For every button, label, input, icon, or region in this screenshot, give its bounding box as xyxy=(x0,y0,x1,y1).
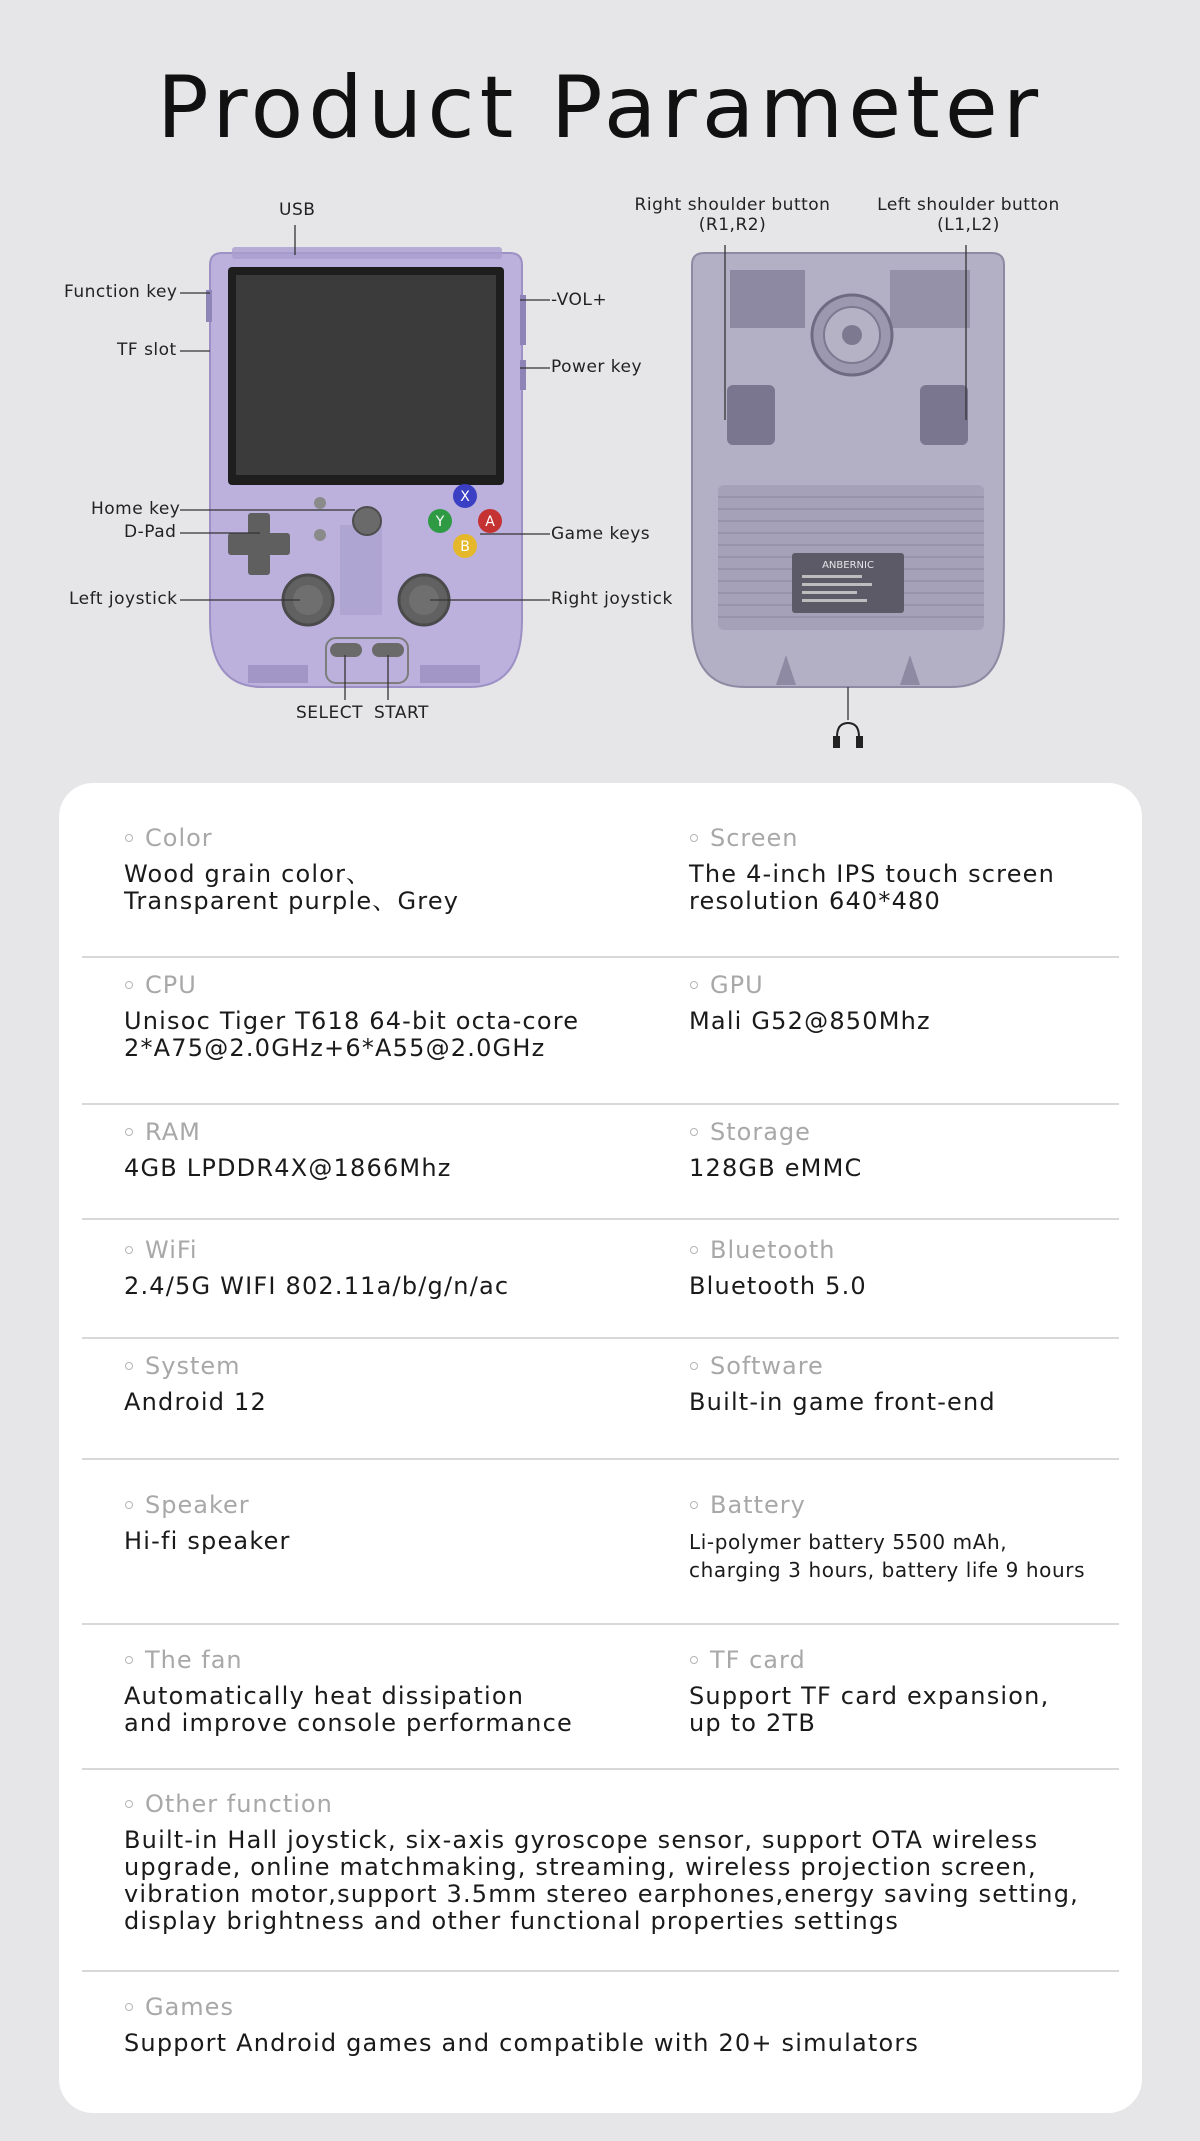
bullet-icon xyxy=(125,981,133,989)
spec-games xyxy=(124,1992,919,2057)
spec-label: Speaker xyxy=(145,1491,250,1519)
bullet-icon xyxy=(125,1501,133,1509)
spec-value: Bluetooth 5.0 xyxy=(689,1272,867,1300)
divider xyxy=(82,1623,1119,1625)
spec-value: Mali G52@850Mhz xyxy=(689,1007,931,1035)
spec-label: The fan xyxy=(145,1646,243,1674)
spec-value: Support Android games and compatible with 20+ simulators xyxy=(124,2029,920,2057)
spec-label: Games xyxy=(145,1993,234,2021)
spec-label: System xyxy=(145,1352,241,1380)
spec-wifi xyxy=(124,1235,509,1300)
bullet-icon xyxy=(690,1362,698,1370)
bullet-icon xyxy=(125,834,133,842)
spec-value: 4GB LPDDR4X@1866Mhz xyxy=(124,1154,452,1182)
usb-callout: USB xyxy=(279,200,316,220)
spec-value: 128GB eMMC xyxy=(689,1154,863,1182)
spec-value: 2.4/5G WIFI 802.11a/b/g/n/ac xyxy=(124,1272,510,1300)
spec-storage xyxy=(689,1117,862,1182)
spec-value: Automatically heat dissipation and improve console performance xyxy=(124,1682,573,1737)
spec-value: Wood grain color、 Transparent purple、Grey xyxy=(124,860,460,915)
spec-label: Software xyxy=(710,1352,824,1380)
right-joystick-callout: Right joystick xyxy=(551,589,673,609)
spec-gpu xyxy=(689,970,931,1035)
front-device xyxy=(180,225,550,700)
spec-bluetooth xyxy=(689,1235,867,1300)
divider xyxy=(82,1103,1119,1105)
select-callout: SELECT xyxy=(296,703,363,723)
button-b-label: B xyxy=(460,539,470,555)
home-key xyxy=(353,507,381,535)
spec-value: Built-in Hall joystick, six-axis gyroscope sensor, support OTA wireless upgrade, online matchmaking, streaming, wireless projection screen, vibration motor,support 3.5mm stereo earphones,energy saving setting, display brightness and other functional properties settings xyxy=(124,1826,1079,1935)
spec-software xyxy=(689,1351,996,1416)
spec-label: Storage xyxy=(710,1118,811,1146)
brand-label: ANBERNIC xyxy=(822,560,874,571)
tf-slot-callout: TF slot xyxy=(117,340,177,360)
spec-system xyxy=(124,1351,267,1416)
spec-color xyxy=(124,823,459,915)
right-shoulder-buttons xyxy=(727,385,775,445)
spec-speaker xyxy=(124,1490,291,1555)
spec-label: RAM xyxy=(145,1118,201,1146)
spec-value: Hi-fi speaker xyxy=(124,1527,291,1555)
spec-label: Color xyxy=(145,824,213,852)
spec-ram xyxy=(124,1117,452,1182)
spec-label: Screen xyxy=(710,824,799,852)
screen xyxy=(236,275,496,475)
start-callout: START xyxy=(374,703,429,723)
spec-label: Battery xyxy=(710,1491,806,1519)
bullet-icon xyxy=(690,834,698,842)
spec-value: Built-in game front-end xyxy=(689,1388,996,1416)
bullet-icon xyxy=(125,1128,133,1136)
spec-label: WiFi xyxy=(145,1236,198,1264)
divider xyxy=(82,1970,1119,1972)
bullet-icon xyxy=(690,1246,698,1254)
game-keys-callout: Game keys xyxy=(551,524,651,544)
spec-tf-card xyxy=(689,1645,1049,1737)
bullet-icon xyxy=(125,1656,133,1664)
dpad-callout: D-Pad xyxy=(124,522,177,542)
divider xyxy=(82,1458,1119,1460)
spec-screen xyxy=(689,823,1055,915)
bullet-icon xyxy=(125,1800,133,1808)
left-joystick-callout: Left joystick xyxy=(69,589,178,609)
spec-label: Bluetooth xyxy=(710,1236,836,1264)
spec-label: GPU xyxy=(710,971,764,999)
bullet-icon xyxy=(690,981,698,989)
spec-value: The 4-inch IPS touch screen resolution 640*480 xyxy=(689,860,1056,915)
headphone-icon xyxy=(834,723,862,747)
bullet-icon xyxy=(690,1501,698,1509)
spec-fan xyxy=(124,1645,573,1737)
divider xyxy=(82,956,1119,958)
function-key-callout: Function key xyxy=(64,282,178,302)
product-diagram xyxy=(0,185,1200,765)
power-key-callout: Power key xyxy=(551,357,643,377)
bullet-icon xyxy=(690,1128,698,1136)
bullet-icon xyxy=(125,2003,133,2011)
left-shoulder-buttons xyxy=(920,385,968,445)
button-x-label: X xyxy=(460,489,470,505)
device-illustrations xyxy=(0,185,1200,765)
home-key-callout: Home key xyxy=(91,499,181,519)
spec-value: Unisoc Tiger T618 64-bit octa-core 2*A75@2.0GHz+6*A55@2.0GHz xyxy=(124,1007,580,1062)
spec-label: CPU xyxy=(145,971,197,999)
spec-card xyxy=(59,783,1142,2113)
button-a-label: A xyxy=(485,514,495,530)
bullet-icon xyxy=(690,1656,698,1664)
spec-label: TF card xyxy=(710,1646,806,1674)
spec-other-function xyxy=(124,1789,1079,1935)
vol-callout: -VOL+ xyxy=(551,290,608,310)
spec-value: Li-polymer battery 5500 mAh, charging 3 hours, battery life 9 hours xyxy=(689,1530,1086,1582)
divider xyxy=(82,1218,1119,1220)
spec-label: Other function xyxy=(145,1790,333,1818)
page-title: Product Parameter xyxy=(156,58,1044,158)
right-shoulder-callout: Right shoulder button (R1,R2) xyxy=(634,195,831,235)
bullet-icon xyxy=(125,1246,133,1254)
divider xyxy=(82,1768,1119,1770)
spec-value: Support TF card expansion, up to 2TB xyxy=(689,1682,1050,1737)
spec-value: Android 12 xyxy=(124,1388,267,1416)
back-device xyxy=(692,245,1004,747)
bullet-icon xyxy=(125,1362,133,1370)
spec-cpu xyxy=(124,970,579,1062)
button-y-label: Y xyxy=(435,514,445,530)
left-shoulder-callout: Left shoulder button (L1,L2) xyxy=(877,195,1060,235)
divider xyxy=(82,1337,1119,1339)
spec-battery xyxy=(689,1490,1085,1584)
